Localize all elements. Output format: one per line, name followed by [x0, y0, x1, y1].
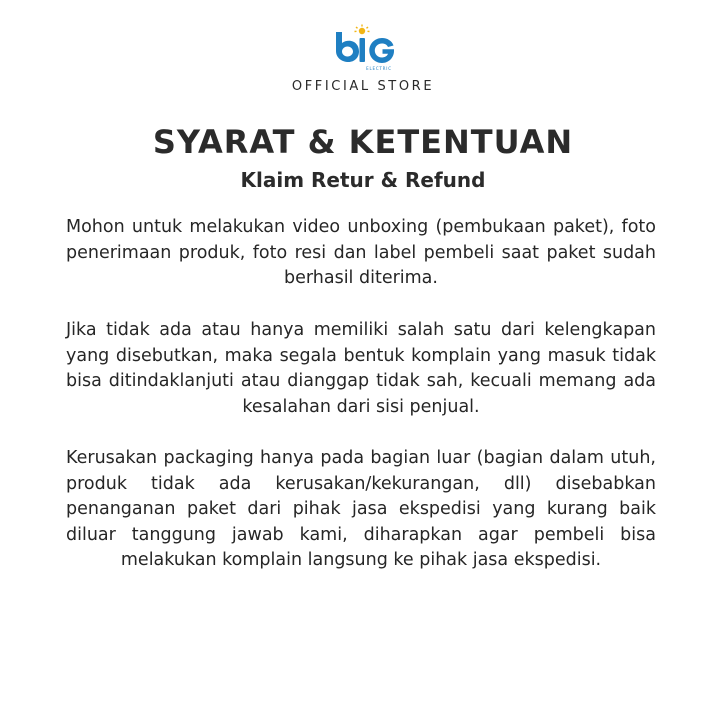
terms-paragraph-packaging-damage: Kerusakan packaging hanya pada bagian luar (bagian dalam utuh, produk tidak ada kerusakan/kekurangan, dll) disebabkan penanganan paket dari pihak jasa ekspedisi yang kurang baik diluar tanggung jawab kami, diharapkan agar pembeli bisa melakukan komplain langsung ke pihak jasa ekspedisi. [66, 448, 656, 570]
svg-text:ELECTRIC: ELECTRIC [366, 66, 392, 71]
terms-paragraph-unboxing: Mohon untuk melakukan video unboxing (pembukaan paket), foto penerimaan produk, foto resi dan label pembeli saat paket sudah berhasil diterima. [66, 217, 656, 288]
big-electric-logo [332, 24, 396, 72]
page-subtitle: Klaim Retur & Refund [240, 168, 486, 192]
official-store-label: OFFICIAL STORE [291, 79, 435, 94]
page-title: SYARAT & KETENTUAN [152, 123, 574, 161]
sun-icon [355, 25, 370, 35]
terms-paragraph-incomplete-evidence: Jika tidak ada atau hanya memiliki salah satu dari kelengkapan yang disebutkan, maka segala bentuk komplain yang masuk tidak bisa ditindaklanjuti atau dianggap tidak sah, kecuali memang ada kesalahan dari sisi penjual. [66, 320, 656, 417]
